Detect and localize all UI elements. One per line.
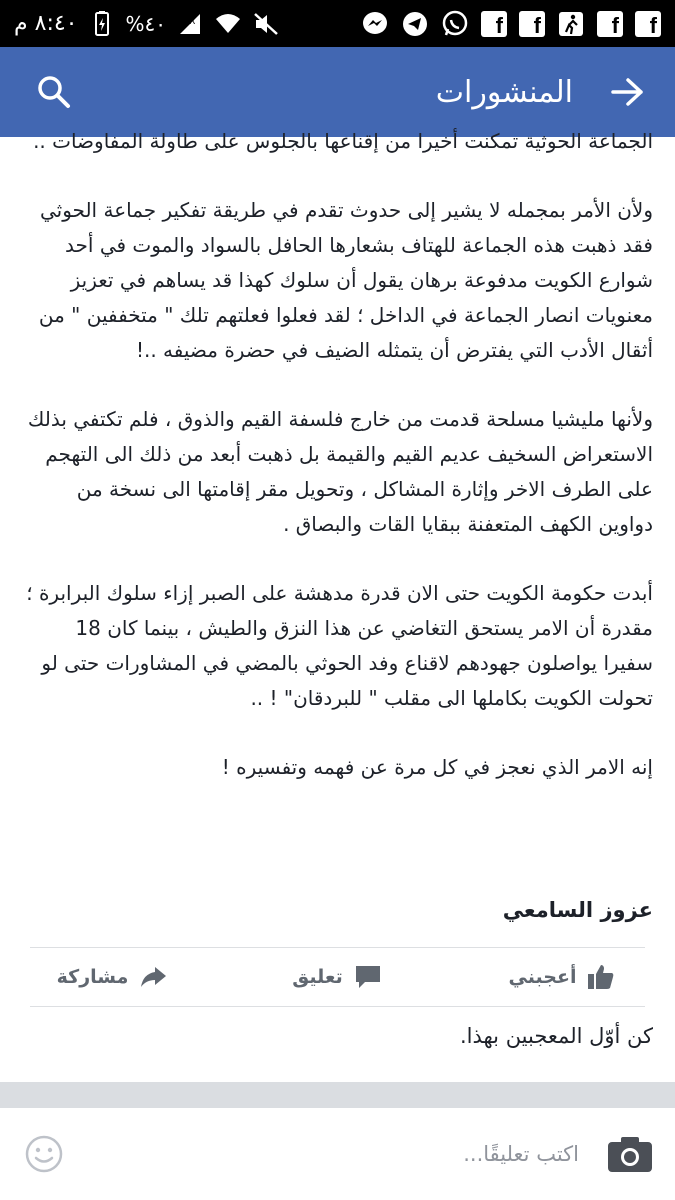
- comment-label: تعليق: [292, 966, 343, 988]
- divider: [30, 1006, 645, 1007]
- likes-summary: كن أوّل المعجبين بهذا.: [459, 1024, 653, 1048]
- signal-icon: [176, 10, 204, 38]
- share-label: مشاركة: [56, 966, 129, 988]
- comment-icon: [353, 962, 383, 992]
- share-icon: [138, 962, 168, 992]
- notification-icons: [361, 10, 661, 38]
- thumbs-up-icon: [586, 962, 616, 992]
- like-label: أعجبني: [508, 966, 577, 988]
- status-left: [14, 10, 280, 38]
- post-paragraph: أبدت حكومة الكويت حتى الان قدرة مدهشة على الصبر إزاء سلوك البرابرة ؛ مقدرة أن الامر يستحق التغاضي عن هذا النزق والطيش ، بينما كان 18 سفيرا يواصلون جهودهم لاقناع وفد الحوثي بالمضي في المشاورات حتى لو تحولت الكويت بكاملها الى مقلب " للبردقان" ! ..: [26, 581, 653, 710]
- emoji-icon[interactable]: [24, 1134, 64, 1174]
- telegram-icon: [401, 10, 429, 38]
- whatsapp-icon: [441, 10, 469, 38]
- clock: ٨:٤٠ م: [14, 11, 78, 36]
- post-actions: [0, 948, 675, 1006]
- battery-percent: %٤٠: [125, 11, 166, 36]
- facebook-icon-4: f: [635, 11, 661, 37]
- comment-input[interactable]: [319, 1142, 579, 1166]
- comment-composer: [0, 1108, 675, 1200]
- comment-button[interactable]: [225, 962, 450, 992]
- page-title: المنشورات: [435, 74, 573, 110]
- search-icon[interactable]: [34, 72, 74, 112]
- status-bar: [0, 0, 675, 47]
- post-content: [0, 120, 675, 960]
- activity-icon: [557, 10, 585, 38]
- facebook-icon-2: f: [519, 11, 545, 37]
- post-paragraph: ولأن الأمر بمجمله لا يشير إلى حدوث تقدم في طريقة تفكير جماعة الحوثي فقد ذهبت هذه الجماعة للهتاف بشعارها الحافل بالسواد والموت في أحد شوارع الكويت مدفوعة برهان يقول أن سلوك كهذا قد يساهم في تعزيز معنويات انصار الجماعة في الداخل ؛ لقد فعلوا فعلتهم تلك " متخففين " من أثقال الأدب التي يفترض أن يتمثله الضيف في حضرة مضيفه ..!: [38, 198, 653, 362]
- battery-charging-icon: [88, 10, 116, 38]
- share-button[interactable]: [0, 962, 225, 992]
- facebook-icon: f: [481, 11, 507, 37]
- like-button[interactable]: [450, 962, 675, 992]
- back-arrow-icon[interactable]: [607, 72, 647, 112]
- wifi-icon: [214, 10, 242, 38]
- post-paragraph: ولأنها مليشيا مسلحة قدمت من خارج فلسفة القيم والذوق ، فلم تكتفي بذلك الاستعراض السخيف عديم القيم والقيمة بل ذهبت أبعد من ذلك الى التهجم على الطرف الاخر وإثارة المشاكل ، وتحويل مقر إقامتها الى نسخة من دواوين الكهف المتعفنة ببقايا القات والبصاق .: [27, 407, 653, 536]
- post-author: عزوز السامعي: [502, 898, 653, 922]
- facebook-icon-3: f: [597, 11, 623, 37]
- post-paragraph: الجماعة الحوثية تمكنت أخيرا من إقناعها بالجلوس على طاولة المفاوضات ..: [33, 129, 653, 153]
- messenger-icon: [361, 10, 389, 38]
- post-paragraph: إنه الامر الذي نعجز في كل مرة عن فهمه وتفسيره !: [221, 755, 653, 779]
- post-body: [0, 124, 675, 785]
- svg-text:R: R: [189, 16, 196, 27]
- camera-icon[interactable]: [605, 1134, 655, 1174]
- mute-icon: [252, 10, 280, 38]
- section-separator: [0, 1082, 675, 1108]
- app-bar-title-group: [436, 72, 647, 112]
